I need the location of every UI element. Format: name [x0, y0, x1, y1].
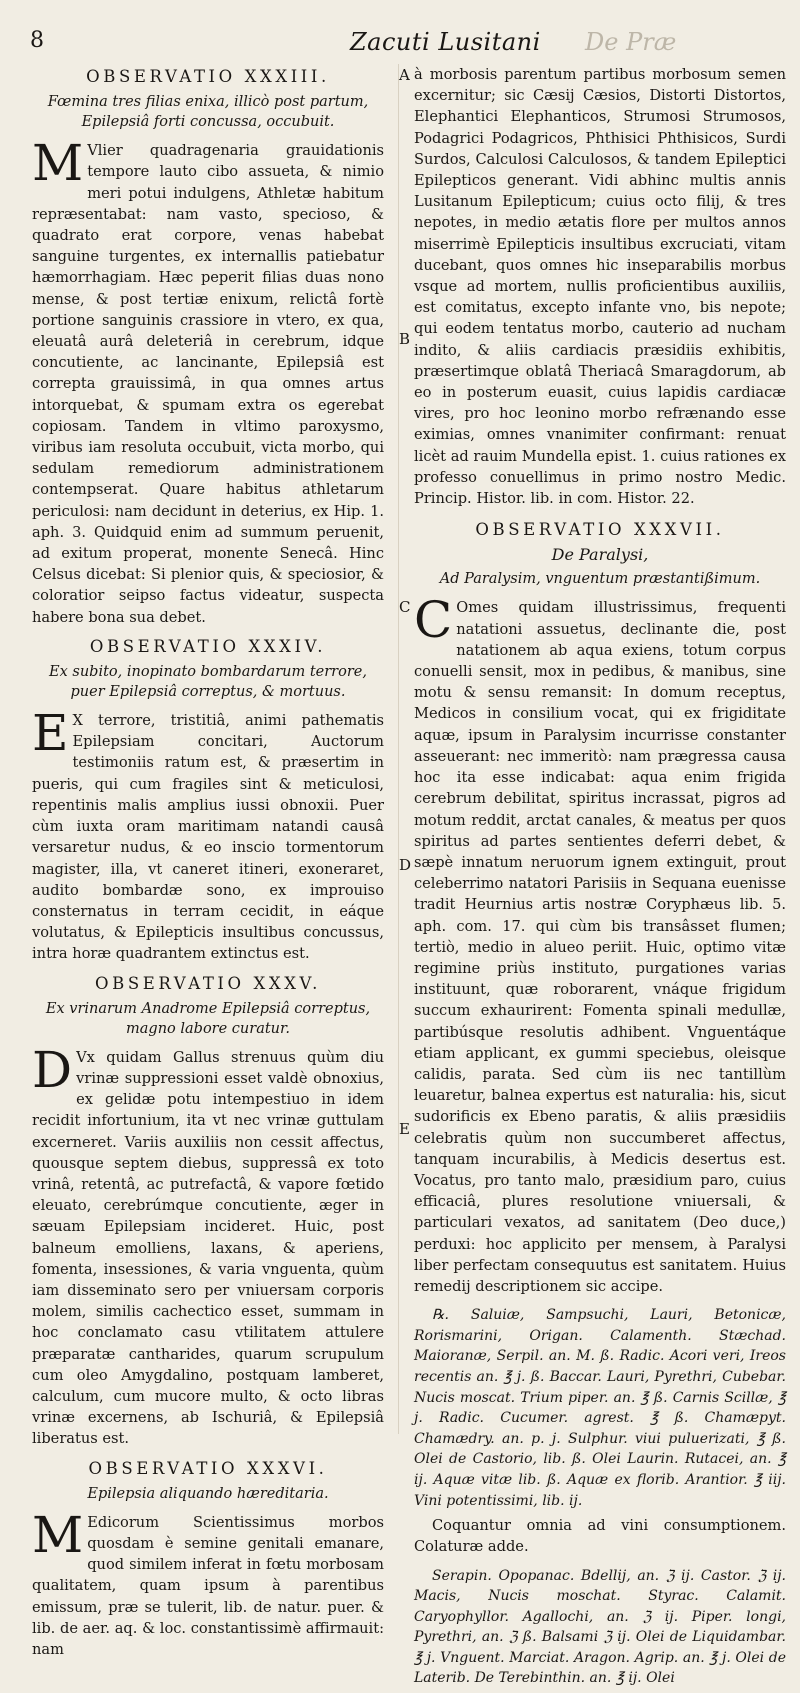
observatio-35-text — [32, 1040, 384, 1450]
observatio-33-text — [32, 134, 384, 628]
dropcap: C — [414, 591, 453, 650]
recipe-instruction: Coquantur omnia ad vini consumptionem. Colaturæ adde. — [414, 1517, 786, 1556]
paragraph-text: X terrore, tristitiâ, animi pathematis Epilepsiam concitari, Auctorum testimoniis ratum est, & præsertim in pueris, qui cum fragiles sint & meticulosi, repentinis malis amplius iussi obnoxii. Puer cùm iuxta oram maritimam natandi causâ versaretur nudus, & eo inscio tormentorum magister, illa, vt caneret itineri, exoneraret, audito bombardæ sono, ex improuiso consternatus in terram cecidit, in eáque volutatus, & Epilepticis insultibus concussus, intra horæ quadrantem extinctus est. — [32, 712, 384, 963]
observatio-35-heading: OBSERVATIO XXXV. — [94, 973, 322, 993]
observatio-33-heading: OBSERVATIO XXXIII. — [86, 67, 330, 86]
bleed-through-text: De Præ — [585, 28, 677, 56]
observatio-36-continuation: à morbosis parentum partibus morbosum semen excernitur; sic Cæsij Cæsios, Distorti Distortos, Elephantici Elephanticos, Strumosi Strumosos, Podagrici Podagricos, Phthisici Phthisicos, Surdi Surdos, Calculosi Calculosos, & tandem Epileptici Epilepticos generant. Vidi abhinc multis annis Lusitanum Epilepticum; cuius octo filij, & tres nepotes, in medio ætatis flore per multos annos miserrimè Epilepticis insultibus excruciati, vitam ducebant, quos omnes hic inseparabilis morbus vsque ad mortem, nullis proficientibus auxiliis, est comitatus, excepto infante vno, bis nepote; qui eodem tentatus morbo, cauterio ad nucham indito, & aliis cardiacis præsidiis exhibitis, præsertimque oblatâ Theriacâ Smaragdorum, ab eo in posterum euasit, cuius lapidis cardiacæ vires, pro hoc leonino morbo refrænando esse eximias, omnes vnanimiter confirmant: renuat licèt ad rauim Mundella epist. 1. cuius rationes ex professo conuellimus in primo nostro Medic. Princip. Histor. lib. in com. Histor. 22. — [414, 66, 786, 508]
recipe-additions: Serapin. Opopanac. Bdellij, an. ℨ ij. Castor. ℨ ij. Macis, Nucis moschat. Styrac. Calamit. Caryophyllor. Agallochi, an. ℨ ij. Piper. longi, Pyrethri, an. ℨ ß. Balsami ℨ ij. Olei de Liquidambar. ℥ j. Vnguent. Marciat. Aragon. Agrip. an. ℥ j. Olei de Laterib. De Terebinthin. an. ℥ ij. Olei — [414, 1567, 786, 1687]
observatio-37-text — [414, 591, 786, 1297]
page-number: 8 — [30, 28, 44, 53]
paragraph-text: Omes quidam illustrissimus, frequenti natationi assuetus, declinante die, post natationem ab aqua exiens, totum corpus conuelli sensit, mox in pedibus, & manibus, sine motu & sensu remansit: In domum receptus, Medicos in consilium vocat, qui ex frigiditate aquæ, ipsum in Paralysim incurrisse constanter asseuerant: nec immeritò: nam prægressa causa hoc ita esse indicabat: aqua enim frigida cerebrum debilitat, spiritus incrassat, pigros ad motum reddit, arctat canales, & meatus per quos spiritus ad partes sentientes deferri debet, & sæpè innatum neruorum ignem extinguit, prout celeberrimo natatori Parisiis in Sequana euenisse tradit Heurnius artis nostræ Coryphæus lib. 5. aph. com. 17. qui cùm bis transâsset flumen; tertiò, medio in alueo periit. Huic, optimo vitæ regimine priùs instituto, purgationes varias instituunt, quæ roborarent, vnáque frigidum succum exhaurirent: Fomenta spinali medullæ, partibúsque resolutis adhibent. Vnguentáque etiam applicant, ex gummi speciebus, oleisque calidis, parata. Sed cùm iis nec tantillùm leuaretur, balnea expertus est naturalia: his, sicut sudorificis ex Ebeno paratis, & aliis præsidiis celebratis quùm non succumberet affectus, tanquam incurabilis, à Medicis desertus est. Vocatus, pro tanto malo, præsidium paro, cuius efficaciâ, plures resolutione vniuersali, & particulari vexatos, ad sanitatem (Deo duce,) perduxi: hoc applicito per mensem, à Paralysi liber perfectam consequutus est sanitatem. Huius remedij descriptionem sic accipe. — [414, 599, 786, 1295]
paragraph-text: Vx quidam Gallus strenuus quùm diu vrinæ suppressioni esset valdè obnoxius, ex gelidæ potu intempestiuo in idem recidit infortunium, ita vt nec vrinæ guttulam excerneret. Variis auxiliis non cessit affectus, quousque septem diebus, suppressâ ex toto vrinâ, retentâ, ac putrefactâ, & vapore fœtido eleuato, cerebrúmque concutiente, æger in sæuam Epilepsiam incideret. Huic, post balneum emolliens, laxans, & aperiens, fomenta, insessiones, & varia vnguenta, quùm iam disseminato sero per vniuersam corporis molem, similis cachectico esset, summam in hoc conclamato casu vtilitatem attulere præparatæ cantharides, quarum scrupulum cum oleo Amygdalino, postquam lamberet, calculum, cum mucore multo, & octo libras vrinæ excernens, ab Ischuriâ, & Epilepsiâ liberatus est. — [32, 1048, 384, 1448]
dropcap: M — [32, 134, 84, 193]
margin-letter-a: A — [399, 66, 410, 84]
recipe-ingredients: ℞. Saluiæ, Sampsuchi, Lauri, Betonicæ, Rorismarini, Origan. Calamenth. Stæchad. Maioranæ, Serpil. an. M. ß. Radic. Acori veri, Ireos recentis an. ℥ j. ß. Baccar. Lauri, Pyrethri, Cubebar. Nucis moscat. Trium piper. an. ℥ ß. Carnis Scillæ, ℥ j. Radic. Cucumer. agrest. ℥ ß. Chamæpyt. Chamædry. an. p. j. Sulphur. viui puluerizati, ℥ ß. Olei de Castorio, lib. ß. Olei Laurin. Rutacei, an. ℥ ij. Aquæ vitæ lib. ß. Aquæ ex florib. Arantior. ℥ iij. Vini potentissimi, lib. ij. — [414, 1307, 786, 1509]
running-title: Zacuti Lusitani — [350, 28, 541, 56]
margin-letter-d: D — [399, 856, 412, 874]
margin-letter-b: B — [399, 330, 411, 348]
column-gutter — [398, 64, 399, 1434]
observatio-33-title: Fœmina tres filias enixa, illicò post partum, Epilepsiâ forti concussa, occubuit. — [47, 94, 369, 131]
observatio-35-title: Ex vrinarum Anadrome Epilepsiâ correptus, magno labore curatur. — [45, 1000, 371, 1037]
observatio-34-title: Ex subito, inopinato bombardarum terrore, puer Epilepsiâ correptus, & mortuus. — [49, 664, 367, 701]
observatio-36-heading: OBSERVATIO XXXVI. — [88, 1458, 328, 1478]
dropcap: M — [32, 1505, 84, 1564]
observatio-36-text — [32, 1505, 384, 1660]
observatio-37-title: Ad Paralysim, vnguentum præstantißimum. — [439, 571, 761, 588]
margin-letter-e: E — [399, 1120, 410, 1138]
right-column — [414, 64, 786, 1693]
observatio-37-heading: OBSERVATIO XXXVII. — [475, 520, 725, 540]
paragraph-text: Edicorum Scientissimus morbos quosdam è semine genitali emanare, quod similem inferat in fœtu morbosam qualitatem, quam ipsum à parentibus emissum, præ se tulerit, lib. de natur. puer. & lib. de aer. aq. & loc. constantissimè affirmauit: nam — [32, 1513, 384, 1658]
dropcap: D — [32, 1040, 73, 1099]
observatio-36-title: Epilepsia aliquando hæreditaria. — [87, 1485, 329, 1502]
paragraph-text: Vlier quadragenaria grauidationis tempore lauto cibo assueta, & nimio meri potui indulgens, Athletæ habitum repræsentabat: nam vasto, specioso, & quadrato erat corpore, venas habebat sanguine turgentes, ex internallis patiebatur hæmorrhagiam. Hæc peperit filias duas nono mense, & post tertiæ enixum, relictâ fortè portione sanguinis crassiore in vtero, ex qua, eleuatâ aurâ deleteriâ in cerebrum, idque concutiente, ac lancinante, Epilepsiâ est correpta grauissimâ, in qua omnes artus intorquebat, & spumam extra os egerebat copiosam. Tandem in vltimo paroxysmo, viribus iam resoluta occubuit, victa morbo, qui sedulam remediorum administrationem contempserat. Quare habitus athletarum periculosi: nam decidunt in deterius, ex Hip. 1. aph. 3. Quidquid enim ad summum peruenit, ad exitum properat, monente Senecâ. Hinc Celsus dicebat: Si plenior quis, & speciosior, & coloratior seipso factus videatur, suspecta habere bona sua debet. — [32, 142, 384, 626]
observatio-34-text — [32, 704, 384, 964]
observatio-34-heading: OBSERVATIO XXXIV. — [89, 636, 327, 656]
observatio-37-subheading: De Paralysi, — [551, 545, 649, 565]
running-header — [30, 22, 780, 58]
dropcap: E — [32, 704, 69, 763]
margin-letter-c: C — [399, 598, 411, 616]
left-column — [32, 64, 384, 1668]
